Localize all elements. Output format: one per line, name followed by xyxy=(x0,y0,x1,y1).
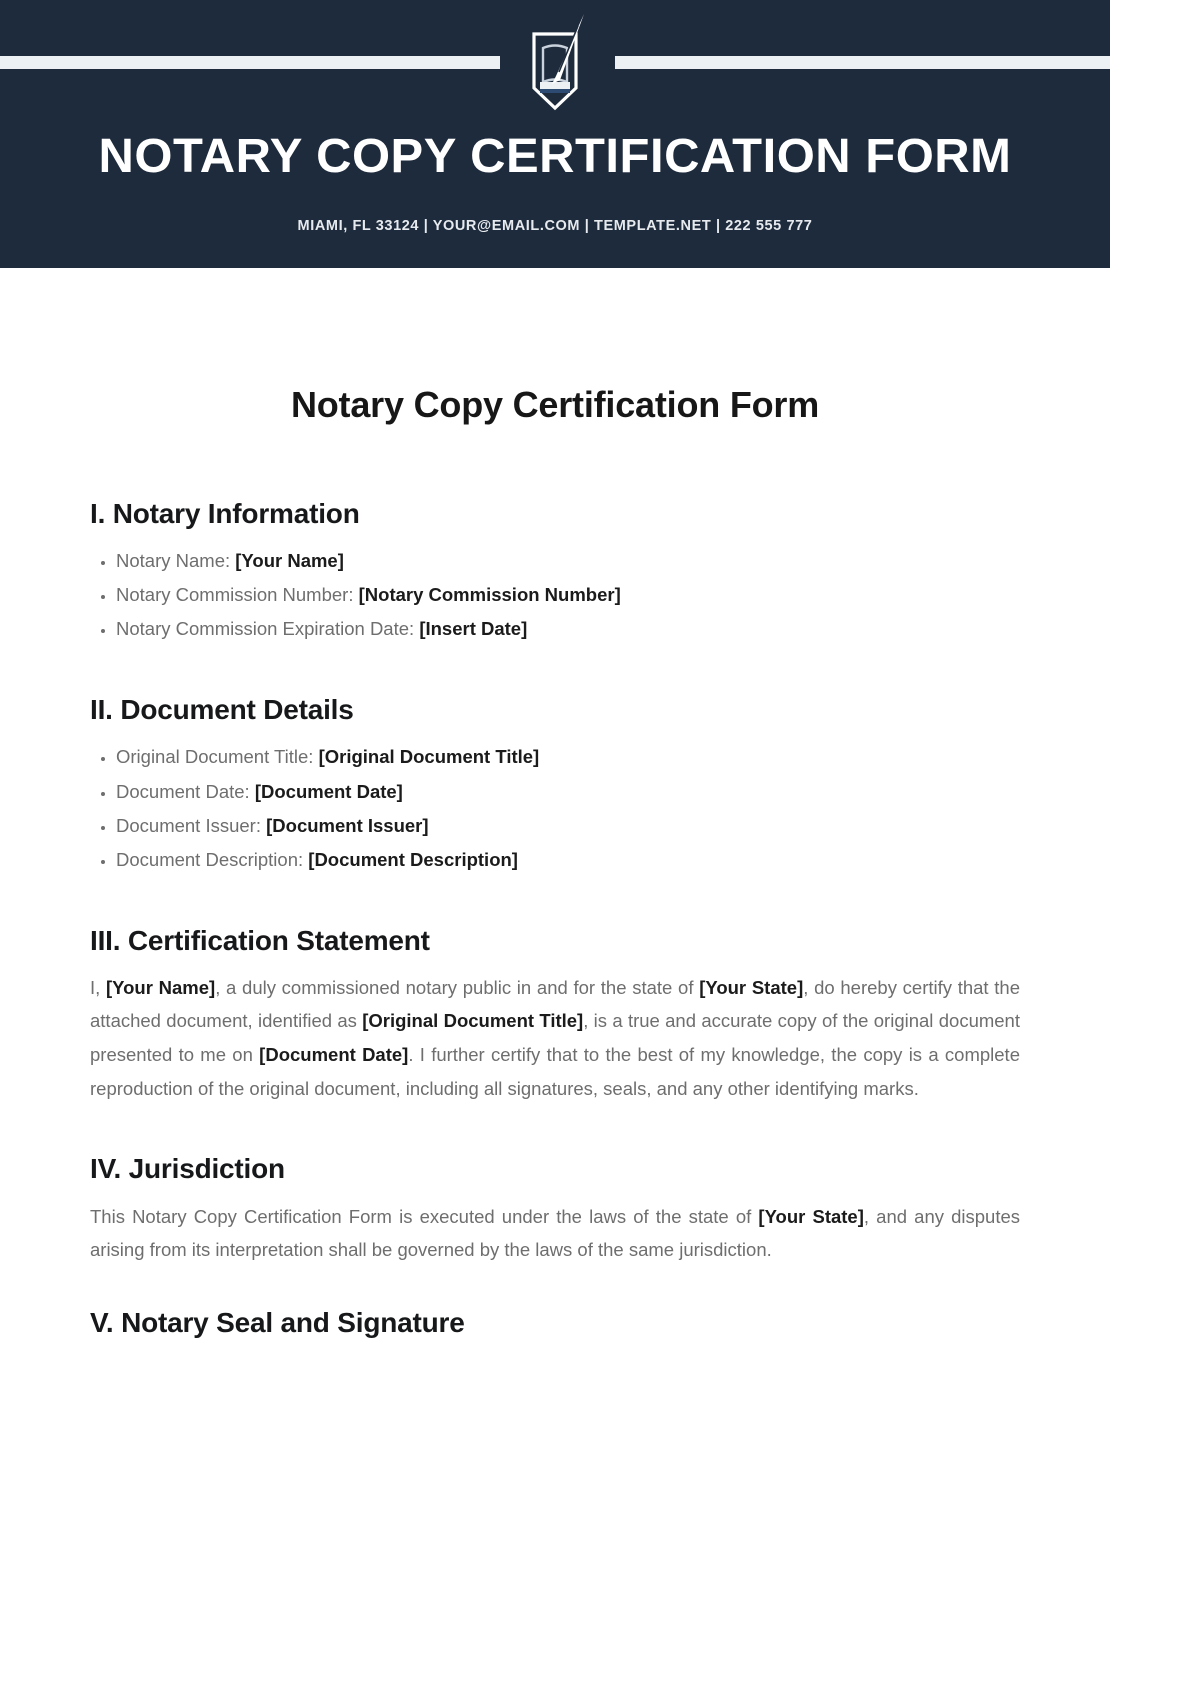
section-heading-certification-statement: III. Certification Statement xyxy=(90,924,430,956)
section-heading-notary-seal-and-signature: V. Notary Seal and Signature xyxy=(90,1306,465,1338)
document-content xyxy=(90,498,1020,1387)
paragraph-text: , a duly commissioned notary public in and for the state of xyxy=(215,976,700,998)
paragraph-placeholder: [Your Name] xyxy=(106,976,216,998)
header-rule-left xyxy=(0,56,500,69)
list-item xyxy=(116,612,1020,646)
paragraph-text: , and any disputes arising from its interpretation shall be governed by the laws of the same jurisdiction. xyxy=(90,1205,1021,1261)
paragraph-placeholder: [Document Date] xyxy=(259,1044,409,1066)
section-heading-jurisdiction: IV. Jurisdiction xyxy=(90,1153,285,1185)
list-item-label: Original Document Title: xyxy=(116,746,319,768)
list-item-value: [Original Document Title] xyxy=(318,746,540,768)
list-item-value: [Document Description] xyxy=(308,848,518,870)
list-item-label: Document Issuer: xyxy=(116,814,267,836)
list-item-label: Notary Commission Number: xyxy=(116,584,359,606)
header-title: NOTARY COPY CERTIFICATION FORM xyxy=(98,130,1012,183)
section-document-details xyxy=(90,694,1020,876)
list-item-value: [Your Name] xyxy=(235,550,344,572)
list-item-value: [Document Date] xyxy=(254,780,403,802)
notary-book-quill-shield-icon xyxy=(512,10,598,118)
header-rule-right xyxy=(615,56,1110,69)
list-item xyxy=(116,740,1020,774)
list-item xyxy=(116,544,1020,578)
section-certification-statement xyxy=(90,925,1020,1106)
paragraph-text: I, xyxy=(90,976,106,998)
list-item xyxy=(116,843,1020,877)
list-item xyxy=(116,775,1020,809)
page-title: Notary Copy Certification Form xyxy=(290,384,820,425)
document-header xyxy=(0,0,1110,268)
certification-statement-paragraph xyxy=(90,971,1020,1106)
paragraph-text: , do hereby certify that the attached document, identified as xyxy=(90,976,1020,1032)
list-item-value: [Document Issuer] xyxy=(266,814,429,836)
paragraph-text: This Notary Copy Certification Form is executed under the laws of the state of xyxy=(90,1205,759,1227)
header-contact-line: MIAMI, FL 33124 | YOUR@EMAIL.COM | TEMPLATE.NET | 222 555 777 xyxy=(297,218,813,234)
list-item-label: Document Date: xyxy=(116,780,255,802)
paragraph-placeholder: [Your State] xyxy=(758,1205,864,1227)
list-item-value: [Notary Commission Number] xyxy=(358,584,621,606)
section-heading-document-details: II. Document Details xyxy=(90,694,354,726)
section-jurisdiction xyxy=(90,1153,1020,1267)
section-notary-seal-and-signature xyxy=(90,1307,1020,1339)
paragraph-text: , is a true and accurate copy of the original document presented to me on xyxy=(90,1010,1020,1066)
list-item-value: [Insert Date] xyxy=(419,618,528,640)
document-details-list xyxy=(90,740,1020,876)
list-item-label: Document Description: xyxy=(116,848,309,870)
list-item-label: Notary Name: xyxy=(116,550,236,572)
section-heading-notary-information: I. Notary Information xyxy=(90,498,360,529)
jurisdiction-paragraph xyxy=(90,1200,1020,1267)
list-item xyxy=(116,809,1020,843)
list-item xyxy=(116,578,1020,612)
paragraph-placeholder: [Your State] xyxy=(699,976,804,998)
paragraph-placeholder: [Original Document Title] xyxy=(362,1010,584,1032)
notary-information-list xyxy=(90,544,1020,646)
paragraph-text: . I further certify that to the best of my knowledge, the copy is a complete reproduction of the original document, including all signatures, seals, and any other identifying marks. xyxy=(90,1044,1020,1099)
list-item-label: Notary Commission Expiration Date: xyxy=(116,618,420,640)
section-notary-information xyxy=(90,498,1020,646)
